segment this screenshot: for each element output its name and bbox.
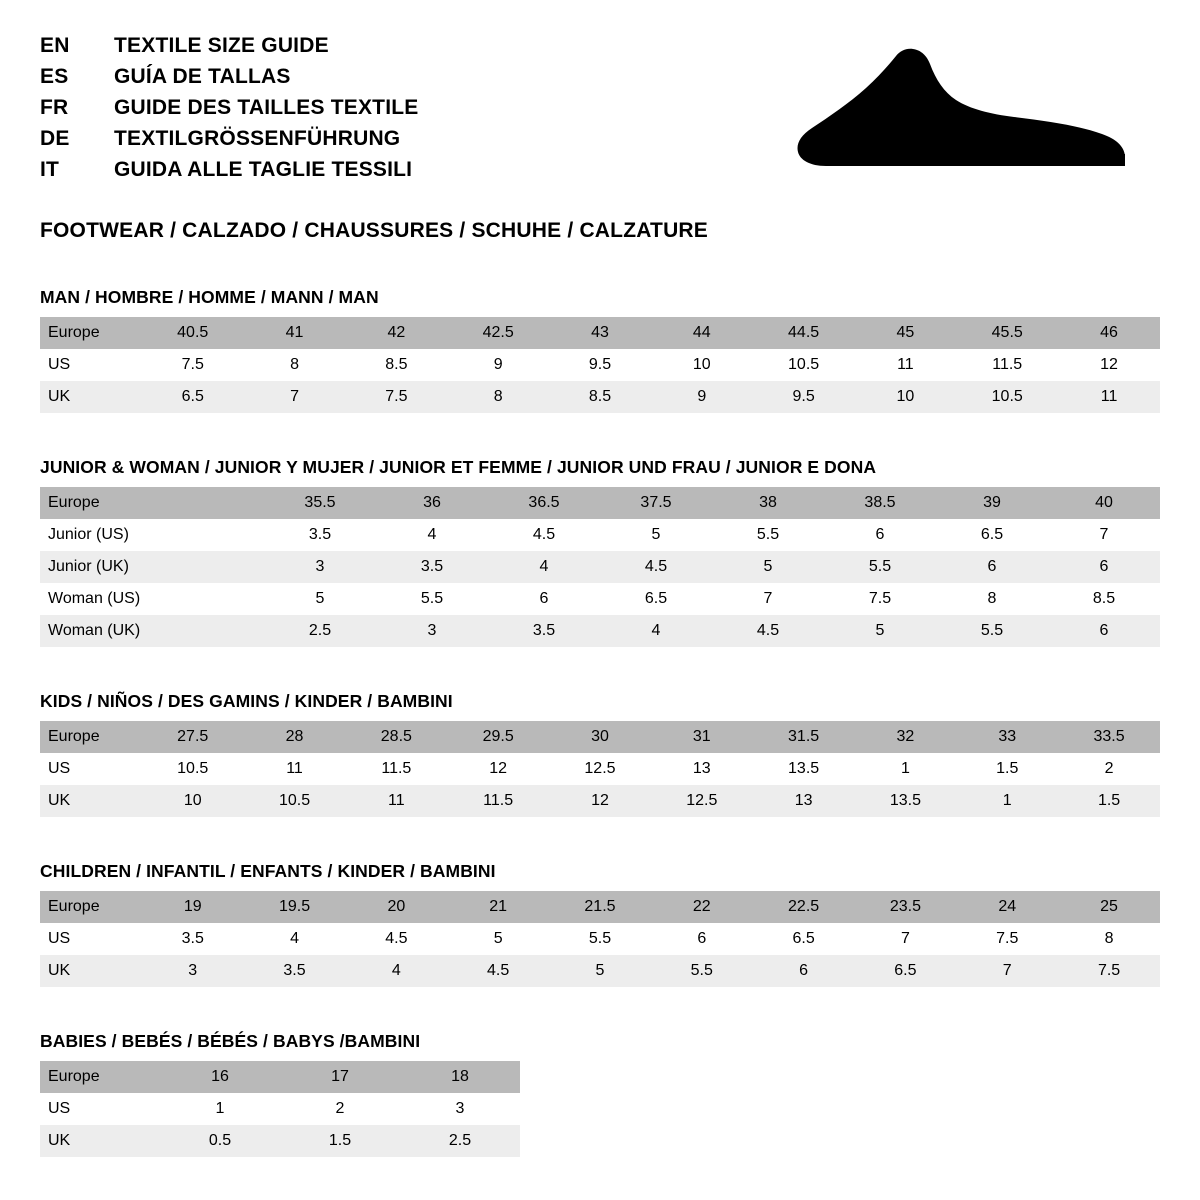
cell: 4.5 [345,923,447,955]
cell: 16 [160,1061,280,1093]
table-row [40,487,1160,519]
row-label: UK [40,955,142,987]
cell: 3.5 [376,551,488,583]
cell: 6 [488,583,600,615]
cell: 4.5 [488,519,600,551]
cell: 8 [936,583,1048,615]
language-row [40,127,418,151]
cell: 31.5 [753,721,855,753]
size-table-kids [40,721,1160,817]
cell: 10.5 [753,349,855,381]
cell: 8 [1058,923,1160,955]
language-row [40,34,418,58]
cell: 1 [956,785,1058,817]
cell: 9.5 [549,349,651,381]
cell: 13 [753,785,855,817]
cell: 4.5 [600,551,712,583]
language-row [40,65,418,89]
cell: 6 [936,551,1048,583]
cell: 10 [142,785,244,817]
table-row [40,583,1160,615]
cell: 37.5 [600,487,712,519]
cell: 28 [244,721,346,753]
cell: 12 [1058,349,1160,381]
row-label: UK [40,1125,160,1157]
table-row [40,1093,520,1125]
cell: 11 [345,785,447,817]
cell: 32 [855,721,957,753]
cell: 12.5 [549,753,651,785]
cell [152,583,264,615]
cell: 13.5 [855,785,957,817]
language-code: EN [40,34,70,57]
size-table-man [40,317,1160,413]
cell: 29.5 [447,721,549,753]
table-row [40,1061,520,1093]
cell: 7.5 [1058,955,1160,987]
cell: 35.5 [264,487,376,519]
cell: 2 [280,1093,400,1125]
cell [152,551,264,583]
table-row [40,519,1160,551]
cell: 46 [1058,317,1160,349]
group-title: KIDS / NIÑOS / DES GAMINS / KINDER / BAMBINI [40,691,453,711]
cell: 5.5 [651,955,753,987]
cell: 22.5 [753,891,855,923]
cell: 10.5 [956,381,1058,413]
table-row [40,381,1160,413]
table-row [40,891,1160,923]
cell: 4 [600,615,712,647]
cell: 3 [264,551,376,583]
row-label: Woman (UK) [40,615,152,647]
cell: 41 [244,317,346,349]
language-title: GUÍA DE TALLAS [114,65,291,88]
cell: 4 [376,519,488,551]
cell: 2.5 [264,615,376,647]
row-label: US [40,1093,160,1125]
row-label: Woman (US) [40,583,152,615]
row-label: US [40,349,142,381]
cell: 5.5 [376,583,488,615]
cell: 1.5 [280,1125,400,1157]
cell: 25 [1058,891,1160,923]
cell: 6 [824,519,936,551]
cell: 3 [376,615,488,647]
cell: 28.5 [345,721,447,753]
cell [152,487,264,519]
cell: 33 [956,721,1058,753]
cell: 44 [651,317,753,349]
cell: 3.5 [244,955,346,987]
cell: 5 [264,583,376,615]
cell: 7 [855,923,957,955]
cell: 38.5 [824,487,936,519]
language-title: GUIDE DES TAILLES TEXTILE [114,96,419,119]
cell: 6 [651,923,753,955]
cell: 6 [1048,551,1160,583]
cell: 3 [142,955,244,987]
cell: 4.5 [447,955,549,987]
cell: 5 [712,551,824,583]
row-label: Europe [40,891,142,923]
cell: 33.5 [1058,721,1160,753]
cell: 6 [753,955,855,987]
cell: 10.5 [244,785,346,817]
group-title: JUNIOR & WOMAN / JUNIOR Y MUJER / JUNIOR ET FEMME / JUNIOR UND FRAU / JUNIOR E DONA [40,457,877,477]
cell: 6 [1048,615,1160,647]
cell: 4.5 [712,615,824,647]
cell: 1 [855,753,957,785]
cell: 10 [855,381,957,413]
cell: 31 [651,721,753,753]
cell: 40 [1048,487,1160,519]
size-group-kids [40,691,1160,817]
cell: 19.5 [244,891,346,923]
size-group-babies [40,1031,1160,1157]
cell: 6.5 [600,583,712,615]
language-row [40,96,418,120]
cell: 2.5 [400,1125,520,1157]
cell: 20 [345,891,447,923]
language-title: TEXTILE SIZE GUIDE [114,34,329,57]
cell: 3 [400,1093,520,1125]
cell: 11 [244,753,346,785]
cell: 39 [936,487,1048,519]
table-row [40,721,1160,753]
cell: 5.5 [549,923,651,955]
cell: 3.5 [488,615,600,647]
cell: 23.5 [855,891,957,923]
row-label: Junior (US) [40,519,152,551]
cell: 27.5 [142,721,244,753]
cell: 5 [600,519,712,551]
table-row [40,955,1160,987]
page-header [40,34,1160,189]
size-table-babies [40,1061,520,1157]
group-title: BABIES / BEBÉS / BÉBÉS / BABYS /BAMBINI [40,1031,421,1051]
cell: 42 [345,317,447,349]
cell: 12.5 [651,785,753,817]
cell: 7.5 [956,923,1058,955]
language-row [40,158,418,182]
row-label: Europe [40,721,142,753]
cell: 4 [488,551,600,583]
row-label: Junior (UK) [40,551,152,583]
cell: 12 [549,785,651,817]
language-list [40,34,418,189]
language-code: FR [40,96,69,119]
language-code: IT [40,158,60,181]
cell: 1.5 [1058,785,1160,817]
cell: 11.5 [447,785,549,817]
cell: 36.5 [488,487,600,519]
cell [152,615,264,647]
cell: 36 [376,487,488,519]
cell [152,519,264,551]
group-title: CHILDREN / INFANTIL / ENFANTS / KINDER / BAMBINI [40,861,496,881]
cell: 3.5 [142,923,244,955]
language-code: DE [40,127,70,150]
cell: 8 [447,381,549,413]
cell: 11 [855,349,957,381]
cell: 3.5 [264,519,376,551]
cell: 6.5 [142,381,244,413]
cell: 13 [651,753,753,785]
row-label: UK [40,381,142,413]
cell: 22 [651,891,753,923]
cell: 6.5 [855,955,957,987]
cell: 13.5 [753,753,855,785]
group-title: MAN / HOMBRE / HOMME / MANN / MAN [40,287,379,307]
cell: 38 [712,487,824,519]
row-label: Europe [40,487,152,519]
language-code: ES [40,65,69,88]
size-table-junior-woman [40,487,1160,647]
cell: 1.5 [956,753,1058,785]
cell: 10.5 [142,753,244,785]
table-row [40,753,1160,785]
cell: 42.5 [447,317,549,349]
cell: 19 [142,891,244,923]
cell: 45 [855,317,957,349]
cell: 8 [244,349,346,381]
table-row [40,349,1160,381]
cell: 7.5 [142,349,244,381]
cell: 6.5 [936,519,1048,551]
cell: 7 [1048,519,1160,551]
cell: 12 [447,753,549,785]
cell: 21 [447,891,549,923]
cell: 8.5 [345,349,447,381]
cell: 7 [244,381,346,413]
cell: 1 [160,1093,280,1125]
size-group-junior-woman [40,457,1160,647]
cell: 44.5 [753,317,855,349]
size-group-children [40,861,1160,987]
cell: 9 [447,349,549,381]
table-row [40,551,1160,583]
row-label: UK [40,785,142,817]
cell: 5.5 [712,519,824,551]
cell: 5.5 [824,551,936,583]
dress-shoe-icon [780,48,1140,178]
size-table-children [40,891,1160,987]
cell: 11.5 [345,753,447,785]
table-row [40,317,1160,349]
cell: 6.5 [753,923,855,955]
cell: 4 [244,923,346,955]
cell: 4 [345,955,447,987]
cell: 9.5 [753,381,855,413]
cell: 7 [956,955,1058,987]
cell: 30 [549,721,651,753]
cell: 21.5 [549,891,651,923]
cell: 7.5 [345,381,447,413]
cell: 5 [447,923,549,955]
cell: 2 [1058,753,1160,785]
cell: 45.5 [956,317,1058,349]
row-label: US [40,923,142,955]
table-row [40,1125,520,1157]
cell: 10 [651,349,753,381]
row-label: US [40,753,142,785]
language-title: TEXTILGRÖSSENFÜHRUNG [114,127,401,150]
cell: 18 [400,1061,520,1093]
row-label: Europe [40,1061,160,1093]
cell: 5 [824,615,936,647]
cell: 7 [712,583,824,615]
size-group-man [40,287,1160,413]
cell: 0.5 [160,1125,280,1157]
table-row [40,615,1160,647]
cell: 17 [280,1061,400,1093]
cell: 5.5 [936,615,1048,647]
cell: 8.5 [1048,583,1160,615]
cell: 8.5 [549,381,651,413]
cell: 11.5 [956,349,1058,381]
cell: 40.5 [142,317,244,349]
cell: 43 [549,317,651,349]
language-title: GUIDA ALLE TAGLIE TESSILI [114,158,413,181]
cell: 24 [956,891,1058,923]
row-label: Europe [40,317,142,349]
category-title: FOOTWEAR / CALZADO / CHAUSSURES / SCHUHE / CALZATURE [40,219,709,242]
table-row [40,785,1160,817]
cell: 9 [651,381,753,413]
cell: 5 [549,955,651,987]
cell: 11 [1058,381,1160,413]
cell: 7.5 [824,583,936,615]
table-row [40,923,1160,955]
